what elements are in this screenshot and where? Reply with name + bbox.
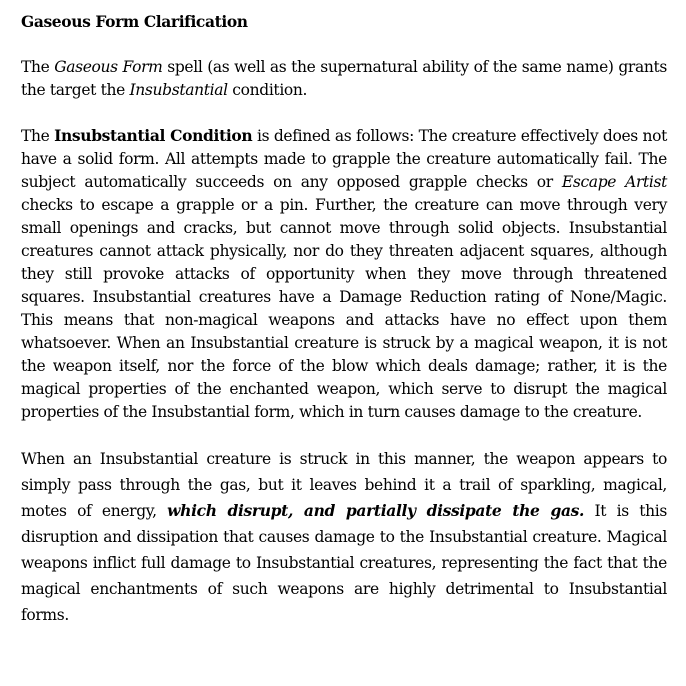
para2-text-1: The (21, 127, 55, 145)
para1-text-3: condition. (227, 81, 308, 99)
paragraph-intro (21, 56, 667, 102)
para3-text-2: It is this disruption and dissipation that causes damage to the Insubstantial creature. Magical weapons inflict full damage to Insubstantial creatures, representing the fact that the magical enchantments of such weapons are highly detrimental to Insubstantial forms. (21, 502, 667, 624)
para1-gaseous-form-italic: Gaseous Form (54, 58, 163, 76)
para2-text-2: is defined as follows: The creature effectively does not have a solid form. All attempts made to grapple the creature automatically fail. The subject automatically succeeds on any opposed grapple checks or (21, 127, 667, 191)
para1-text-2: spell (as well as the supernatural ability of the same name) grants the target the (21, 58, 667, 99)
document-title: Gaseous Form Clarification (21, 12, 248, 31)
paragraph-condition-definition (21, 124, 667, 424)
para3-disrupt-bold-italic: which disrupt, and partially dissipate the gas. (167, 501, 585, 520)
paragraph-magical-weapons (21, 446, 667, 628)
para2-escape-artist-italic: Escape Artist (561, 173, 668, 191)
para1-text-1: The (21, 58, 55, 76)
para2-text-3: checks to escape a grapple or a pin. Further, the creature can move through very small openings and cracks, but cannot move through solid objects. Insubstantial creatures cannot attack physically, nor do they threaten adjacent squares, although they still provoke attacks of opportunity when they move through threatened squares. Insubstantial creatures have a Damage Reduction rating of None/Magic. This means that non-magical weapons and attacks have no effect upon them whatsoever. When an Insubstantial creature is struck by a magical weapon, it is not the weapon itself, nor the force of the blow which deals damage; rather, it is the magical properties of the enchanted weapon, which serve to disrupt the magical properties of the Insubstantial form, which in turn causes damage to the creature. (21, 196, 667, 421)
para3-text-1: When an Insubstantial creature is struck in this manner, the weapon appears to simply pass through the gas, but it leaves behind it a trail of sparkling, magical, motes of energy, (21, 450, 667, 520)
para2-condition-bold: Insubstantial Condition (54, 126, 253, 145)
para1-insubstantial-italic: Insubstantial (129, 81, 228, 99)
